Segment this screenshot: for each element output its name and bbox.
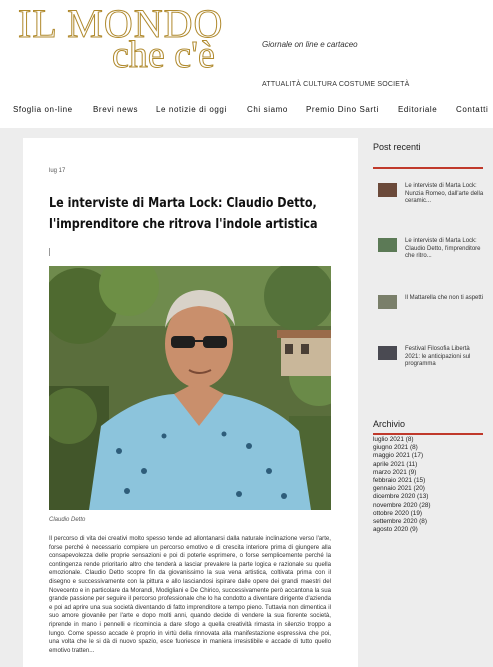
site-tagline: Giornale on line e cartaceo bbox=[262, 40, 358, 49]
archive-list bbox=[373, 436, 483, 534]
archive-item[interactable]: luglio 2021 (8) bbox=[373, 436, 414, 443]
recent-post-title[interactable]: Le interviste di Marta Lock: Nunzia Romeo, dall'arte della ceramic... bbox=[405, 183, 484, 205]
recent-post-title[interactable]: Le interviste di Marta Lock: Claudio Detto, l'imprenditore che ritro... bbox=[405, 238, 481, 260]
recent-post-thumbnail[interactable] bbox=[378, 346, 397, 360]
post-photo[interactable] bbox=[49, 266, 331, 510]
archive-item[interactable]: novembre 2020 (28) bbox=[373, 501, 431, 509]
recent-post-thumbnail[interactable] bbox=[378, 295, 397, 309]
nav-item-contatti[interactable]: Contatti bbox=[456, 105, 489, 114]
nav-item-editoriale[interactable]: Editoriale bbox=[398, 105, 438, 114]
main-nav bbox=[0, 105, 493, 121]
title-separator bbox=[49, 248, 50, 256]
post-date: lug 17 bbox=[49, 168, 66, 174]
archive-item[interactable]: aprile 2021 (11) bbox=[373, 460, 418, 468]
archive-item[interactable]: settembre 2020 (8) bbox=[373, 518, 427, 526]
recent-posts-heading: Post recenti bbox=[373, 142, 421, 152]
archive-heading: Archivio bbox=[373, 419, 406, 429]
archive-item[interactable]: dicembre 2020 (13) bbox=[373, 493, 429, 501]
photo-caption: Claudio Detto bbox=[49, 517, 86, 523]
recent-post-thumbnail[interactable] bbox=[378, 183, 397, 197]
archive-item[interactable]: maggio 2021 (17) bbox=[373, 452, 424, 460]
archive-rule bbox=[373, 433, 483, 435]
nav-item-brevi-news[interactable]: Brevi news bbox=[93, 105, 139, 114]
recent-posts-rule bbox=[373, 167, 483, 169]
site-subtagline: ATTUALITÀ CULTURA COSTUME SOCIETÀ bbox=[262, 81, 410, 88]
archive-item[interactable]: agosto 2020 (9) bbox=[373, 526, 418, 534]
nav-item-chi-siamo[interactable]: Chi siamo bbox=[247, 105, 288, 114]
site-logo-line1[interactable]: IL MONDO bbox=[18, 1, 224, 46]
nav-item-notizie-oggi[interactable]: Le notizie di oggi bbox=[156, 105, 227, 114]
post-title: Le interviste di Marta Lock: Claudio Detto, l'imprenditore che ritrova l'indole artistica bbox=[49, 196, 318, 232]
post-body: Il percorso di vita dei creativi molto spesso tende ad allontanarsi dalla naturale inclinazione verso l'arte, forse perché è necessario compiere un percorso emotivo e di crescita interiore prima di giungere alla consapevolezza delle proprie sensazioni e poi di poterle esprimere, o forse semplicemente perché la contingenza rende prioritario altro che tenderà a lasciar prevalere la parte logica e razionale su quella emozionale. Claudio Detto scopre fin da giovanissimo la sua vena artistica, coltivata prima con il disegno e successivamente con la pittura e allo lasciandosi ispirare dalle opere dei grandi maestri del Novecento e in particolare da Morandi, Modigliani e De Chirico, successivamente però accantona la sua grande passione per seguire il percorso professionale che lo ha condotto a diventare dirigente d'azienda e poi ad aprire una sua società diventando di fatto imprenditore a tempo pieno. Tuttavia non dimentica il suo amore giovanile per l'arte e dopo molti anni, quando decide di vendere la sua fiorente società, riprende in mano i pennelli e ricomincia a dare sfogo a quella creatività rimasta in silenzio troppo a lungo. Come spesso accade è proprio in virtù della rinnovata alla manifestazione espressiva che poi, una volta che le si dà di nuovo spazio, esce fuoriesce in maniera irresistibile e accade di tutto quello emotivo tratten... bbox=[49, 535, 331, 654]
recent-post-title[interactable]: Festival Filosofia Libertà 2021: le anticipazioni sul programma bbox=[405, 346, 471, 368]
archive-item[interactable]: giugno 2021 (8) bbox=[373, 444, 418, 452]
recent-post-title[interactable]: Il Mattarella che non ti aspetti bbox=[405, 295, 484, 301]
nav-item-sfoglia[interactable]: Sfoglia on-line bbox=[13, 105, 73, 114]
archive-item[interactable]: febbraio 2021 (15) bbox=[373, 477, 426, 485]
archive-item[interactable]: gennaio 2021 (20) bbox=[373, 485, 425, 493]
recent-post-thumbnail[interactable] bbox=[378, 238, 397, 252]
archive-item[interactable]: marzo 2021 (9) bbox=[373, 468, 417, 476]
site-logo-line2[interactable]: che c'è bbox=[112, 34, 215, 76]
nav-item-premio-dino-sarti[interactable]: Premio Dino Sarti bbox=[306, 105, 379, 114]
archive-item[interactable]: ottobre 2020 (19) bbox=[373, 509, 423, 517]
